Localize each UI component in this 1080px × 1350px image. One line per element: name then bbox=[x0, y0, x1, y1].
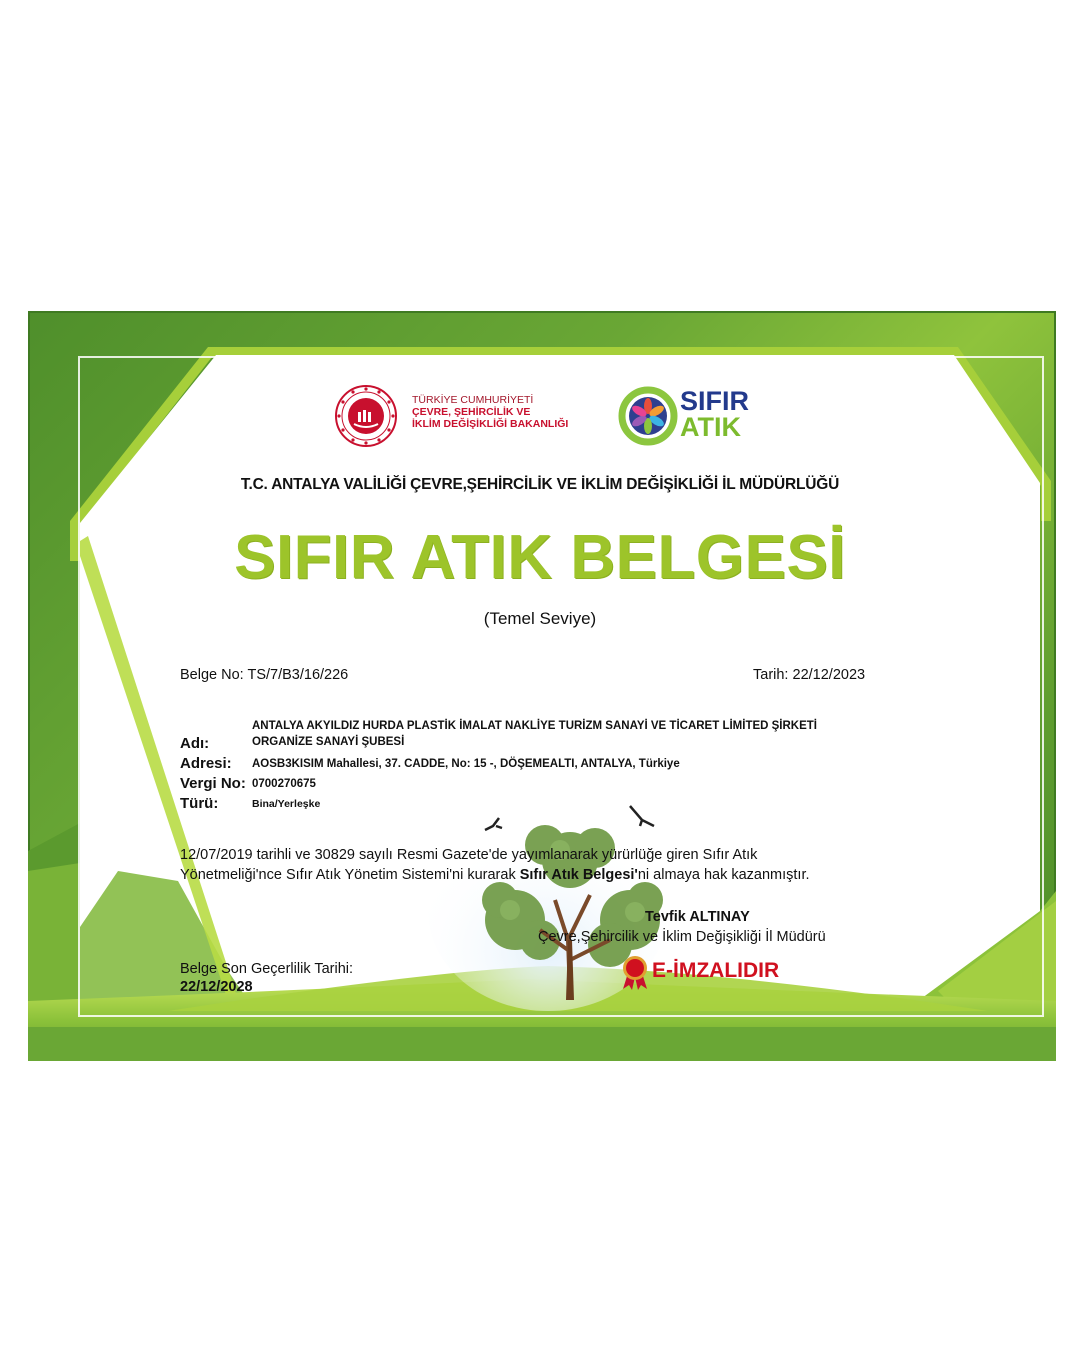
company-name-line-1: ANTALYA AKYILDIZ HURDA PLASTİK İMALAT NAKLİYE TURİZM SANAYİ VE TİCARET LİMİTED ŞİRKETİ bbox=[252, 720, 817, 732]
address-value: AOSB3KISIM Mahallesi, 37. CADDE, No: 15 -, DÖŞEMEALTI, ANTALYA, Türkiye bbox=[252, 758, 680, 770]
issue-date-value: 22/12/2023 bbox=[792, 667, 866, 683]
name-label: Adı: bbox=[180, 735, 210, 752]
statement-line-2-post: ni almaya hak kazanmıştır. bbox=[637, 867, 810, 883]
sifir-atik-logo bbox=[618, 384, 768, 448]
ministry-line-2: ÇEVRE, ŞEHİRCİLİK VE bbox=[412, 406, 531, 418]
atik-word: ATIK bbox=[680, 412, 741, 442]
validity bbox=[180, 960, 353, 996]
tax-number-label: Vergi No: bbox=[180, 775, 246, 792]
company-name-line-2: ORGANİZE SANAYİ ŞUBESİ bbox=[252, 736, 405, 748]
bird-icon bbox=[485, 818, 502, 830]
address-label: Adresi: bbox=[180, 755, 232, 772]
ministry-line-3: İKLİM DEĞİŞİKLİĞİ BAKANLIĞI bbox=[412, 418, 569, 430]
statement-line-1: 12/07/2019 tarihli ve 30829 sayılı Resmi Gazete'de yayımlanarak yürürlüğe giren Sıfır Atık bbox=[180, 847, 758, 863]
validity-label: Belge Son Geçerlilik Tarihi: bbox=[180, 961, 354, 977]
e-signed-text: E-İMZALIDIR bbox=[652, 959, 780, 982]
tax-number-value: 0700270675 bbox=[252, 778, 316, 790]
ministry-emblem-icon bbox=[334, 384, 398, 448]
sifir-atik-wordmark bbox=[680, 388, 749, 440]
ministry-line-1: TÜRKİYE CUMHURİYETİ bbox=[412, 394, 534, 406]
certificate-statement bbox=[180, 845, 880, 885]
logo-row bbox=[334, 384, 764, 446]
signer-title: Çevre,Şehircilik ve İklim Değişikliği İl Müdürü bbox=[538, 929, 826, 945]
sifir-atik-recycle-flower-icon bbox=[618, 386, 678, 446]
statement-line-2-bold: Sıfır Atık Belgesi' bbox=[519, 867, 638, 883]
rosette-seal-icon bbox=[620, 955, 650, 991]
document-number bbox=[180, 667, 348, 683]
document-number-label: Belge No: bbox=[180, 667, 244, 683]
sifir-word: SIFIR bbox=[680, 386, 750, 416]
certificate-level: (Temel Seviye) bbox=[483, 609, 597, 628]
type-label: Türü: bbox=[180, 795, 219, 812]
statement-line-2 bbox=[180, 865, 880, 885]
validity-date: 22/12/2028 bbox=[180, 979, 253, 995]
issue-date bbox=[753, 667, 865, 683]
ministry-name bbox=[412, 394, 568, 430]
issue-date-label: Tarih: bbox=[753, 667, 789, 683]
document-number-value: TS/7/B3/16/226 bbox=[247, 667, 349, 683]
signer-name: Tevfik ALTINAY bbox=[645, 909, 750, 925]
issuing-office: T.C. ANTALYA VALİLİĞİ ÇEVRE,ŞEHİRCİLİK VE İKLİM DEĞİŞİKLİĞİ İL MÜDÜRLÜĞÜ bbox=[240, 476, 840, 493]
certificate-title: SIFIR ATIK BELGESİ bbox=[234, 523, 846, 592]
statement-line-2-pre: Yönetmeliği'nce Sıfır Atık Yönetim Sistemi'ni kurarak bbox=[180, 867, 520, 883]
bird-icon bbox=[630, 806, 654, 826]
type-value: Bina/Yerleşke bbox=[252, 798, 321, 810]
